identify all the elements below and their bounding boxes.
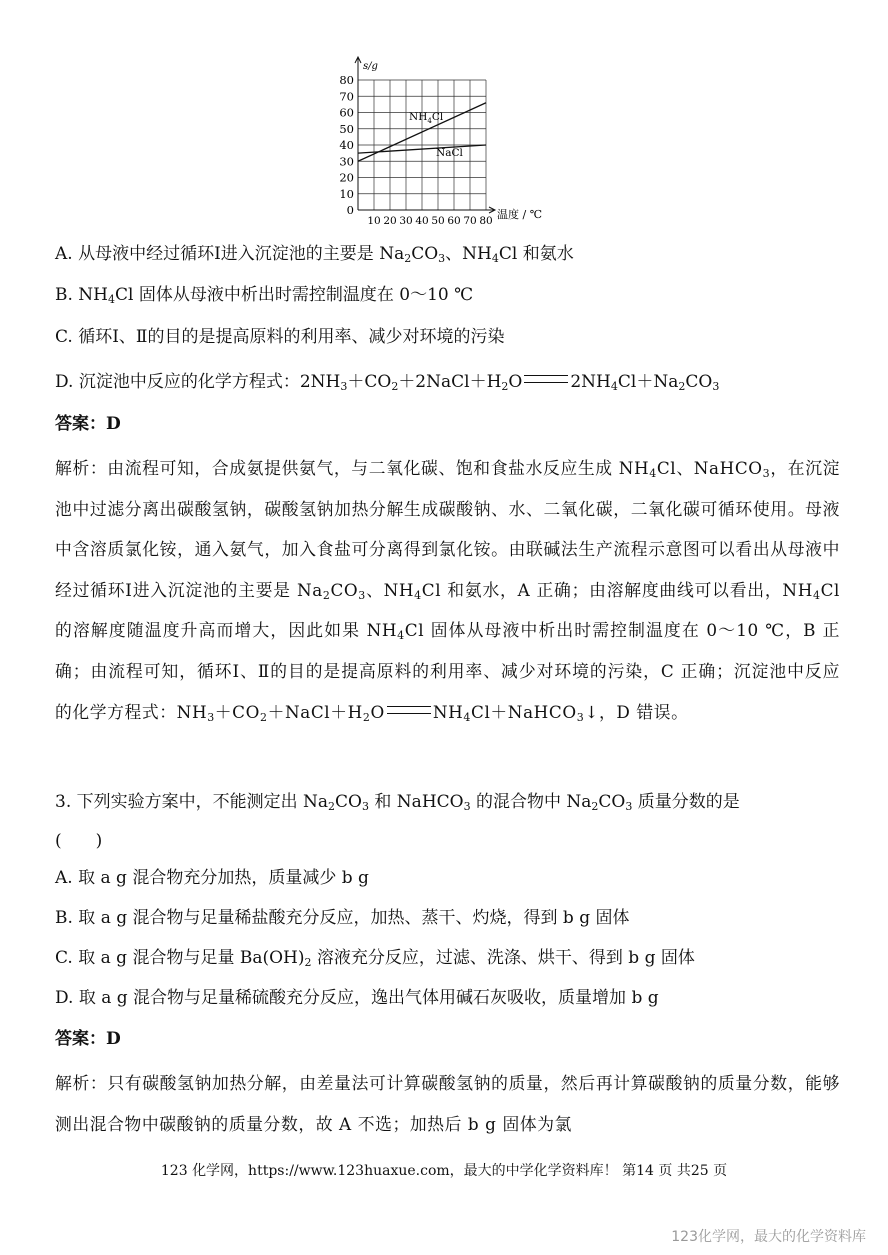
option-c: C. 循环Ⅰ、Ⅱ的目的是提高原料的利用率、减少对环境的污染 xyxy=(55,327,505,347)
option-b: B. $NH_4Cl$ 固体从母液中析出时需控制温度在 0～10 ℃ xyxy=(55,285,474,306)
solubility-chart xyxy=(320,52,560,224)
x-tick-label: 50 xyxy=(431,215,445,224)
q3-option-c: C. 取 a g 混合物与足量 $Ba(OH)_2$ 溶液充分反应，过滤、洗涤、烘干、得到 b g 固体 xyxy=(55,948,695,969)
y-tick-label: 50 xyxy=(339,121,354,136)
x-tick-label: 20 xyxy=(383,215,397,224)
equals-sign xyxy=(524,375,568,383)
q3-option-b: B. 取 a g 混合物与足量稀盐酸充分反应，加热、蒸干、灼烧，得到 b g 固体 xyxy=(55,908,630,928)
chart-axes xyxy=(355,57,495,213)
y-tick-label: 60 xyxy=(339,105,354,120)
y-tick-label: 70 xyxy=(339,89,354,104)
analysis-1: 解析：由流程可知，合成氨提供氨气，与二氧化碳、饱和食盐水反应生成 $NH_4Cl$、NaHCO$_3$，在沉淀池中过滤分离出碳酸氢钠，碳酸氢钠加热分解生成碳酸钠、水、二氧化碳，二氧化碳可循环使用。母液中含溶质氯化铵，通入氨气，加入食盐可分离得到氯化铵。由联碱法生产流程示意图可以看出从母液中经过循环Ⅰ进入沉淀池的主要是 $Na_2CO_3$、$NH_4Cl$ 和氨水，A 正确；由溶解度曲线可以看出，$NH_4Cl$ 的溶解度随温度升高而增大，因此如果 $NH_4Cl$ 固体从母液中析出时需控制温度在 0～10 ℃，B 正确；由流程可知，循环Ⅰ、Ⅱ的目的是提高原料的利用率、减少对环境的污染，C 正确；沉淀池中反应的化学方程式：$NH_3+CO_2+NaCl+H_2O$ $NH_4Cl+NaHCO_3↓$，D 错误。 xyxy=(55,458,840,724)
equals-sign xyxy=(387,706,431,714)
answer-2: 答案：D xyxy=(55,1029,121,1049)
chart-grid xyxy=(358,80,486,210)
option-d: D. 沉淀池中反应的化学方程式：$2NH_3+CO_2+2NaCl+H_2O$ $2NH_4Cl+Na_2CO_3$ xyxy=(55,372,720,393)
nh4cl-curve-label: $NH_4Cl$ xyxy=(409,111,444,125)
option-a: A. 从母液中经过循环Ⅰ进入沉淀池的主要是 $Na_2CO_3$、$NH_4Cl$ 和氨水 xyxy=(55,244,574,265)
y-tick-label: 40 xyxy=(339,138,354,152)
y-axis-label: s/g xyxy=(363,61,378,72)
y-tick-label: 10 xyxy=(339,186,354,201)
x-tick-label: 70 xyxy=(463,215,477,224)
x-tick-label: 30 xyxy=(399,215,413,224)
y-tick-label: 80 xyxy=(339,73,354,87)
y-tick-label: 30 xyxy=(339,154,354,169)
x-axis-label: 温度 / ℃ xyxy=(497,208,543,221)
q3-option-a: A. 取 a g 混合物充分加热，质量减少 b g xyxy=(55,868,369,888)
y-tick-label: 0 xyxy=(346,203,354,217)
nacl-curve-label: NaCl xyxy=(436,147,463,159)
x-tick-label: 60 xyxy=(447,215,461,224)
x-tick-label: 80 xyxy=(479,215,493,224)
answer-1: 答案：D xyxy=(55,414,121,434)
x-tick-label: 40 xyxy=(415,215,429,224)
x-tick-label: 10 xyxy=(367,215,381,224)
q3-option-d: D. 取 a g 混合物与足量稀硫酸充分反应，逸出气体用碱石灰吸收，质量增加 b g xyxy=(55,988,659,1008)
y-tick-label: 20 xyxy=(339,170,354,185)
question-3: 3. 下列实验方案中，不能测定出 $Na_2CO_3$ 和 NaHCO$_3$ 的混合物中 $Na_2CO_3$ 质量分数的是 xyxy=(55,792,740,813)
watermark: 123化学网，最大的化学资料库 xyxy=(671,1229,866,1245)
page-footer: 123 化学网，https://www.123huaxue.com，最大的中学化学资料库！ 第14 页 共25 页 xyxy=(160,1163,728,1179)
question-3-paren: ( ) xyxy=(55,831,103,851)
analysis-2: 解析：只有碳酸氢钠加热分解，由差量法可计算碳酸氢钠的质量，然后再计算碳酸钠的质量分数，能够测出混合物中碳酸钠的质量分数，故 A 不选；加热后 b g 固体为氯 xyxy=(55,1073,840,1134)
